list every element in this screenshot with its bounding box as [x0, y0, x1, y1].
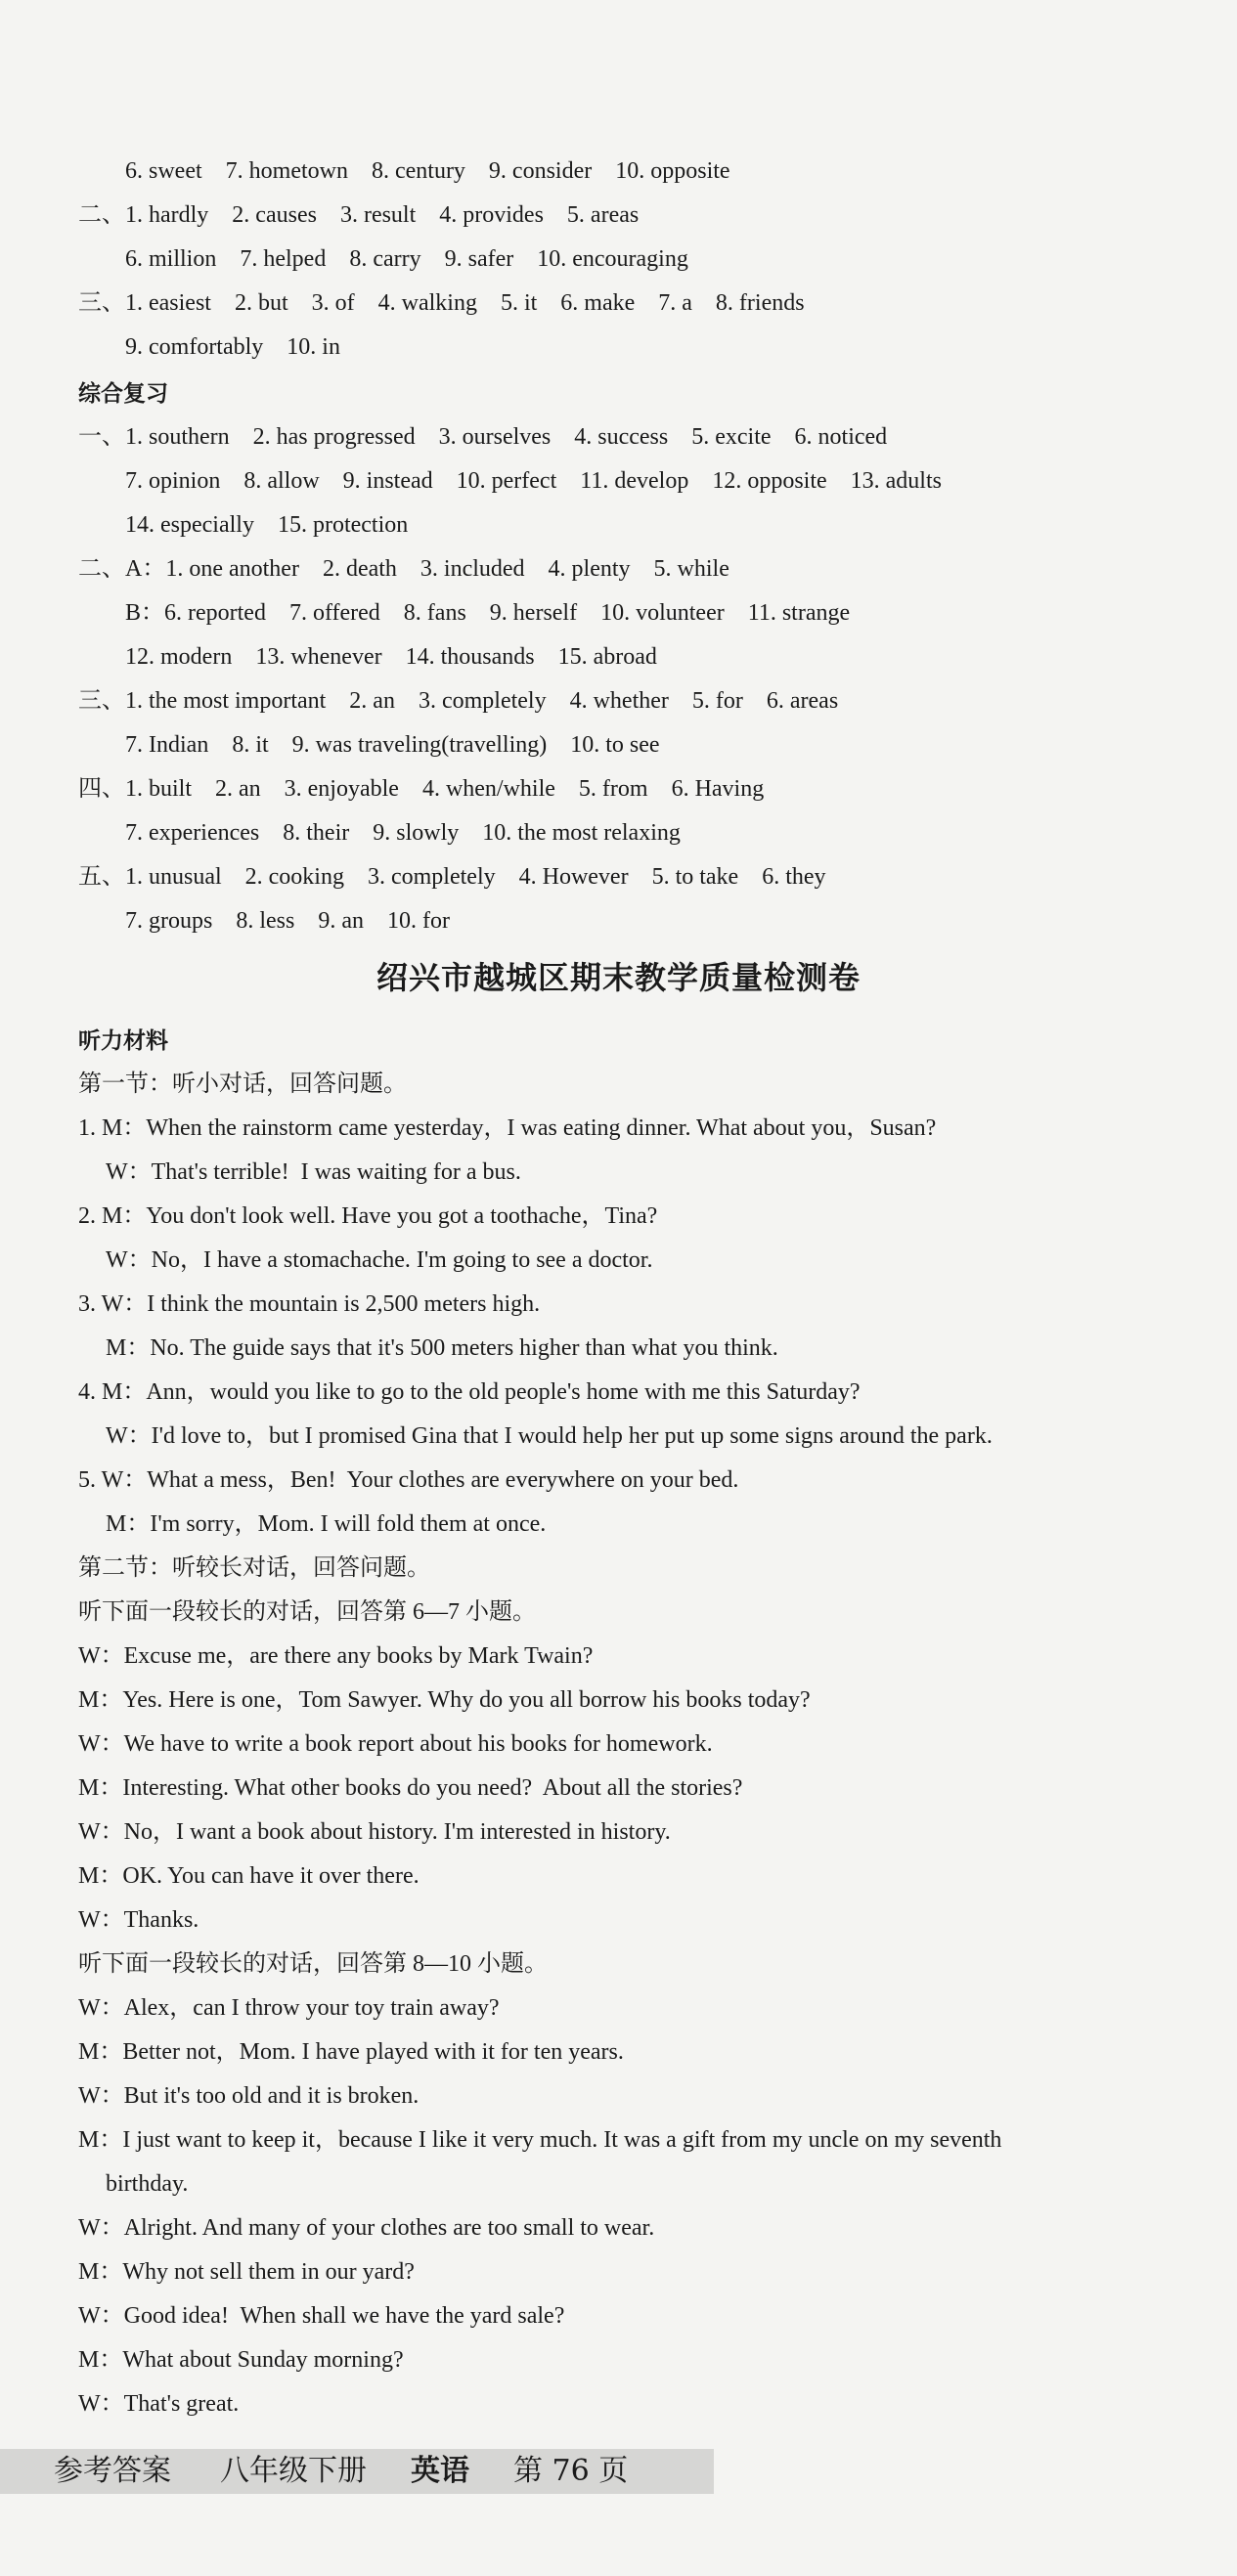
dialog-line: W：We have to write a book report about his books for homework.: [78, 1731, 713, 1757]
dialog-line: 2. M：You don't look well. Have you got a toothache，Tina?: [78, 1203, 658, 1229]
review-line: 三、1. the most important 2. an 3. completely 4. whether 5. for 6. areas: [78, 688, 839, 714]
dialog-line: M：Why not sell them in our yard?: [78, 2259, 415, 2285]
footer-grade: 八年级下册: [220, 2454, 367, 2488]
dialog-line: 4. M：Ann，would you like to go to the old people's home with me this Saturday?: [78, 1379, 861, 1405]
dialog-line: W：Good idea! When shall we have the yard sale?: [78, 2303, 565, 2329]
dialog-line: W：But it's too old and it is broken.: [78, 2083, 420, 2109]
dialog-line: W：No，I have a stomachache. I'm going to see a doctor.: [106, 1247, 653, 1273]
dialog-line: 1. M：When the rainstorm came yesterday，I was eating dinner. What about you，Susan?: [78, 1115, 937, 1141]
dialog-line: M：What about Sunday morning?: [78, 2347, 404, 2373]
answer-line: 6. sweet 7. hometown 8. century 9. consider 10. opposite: [125, 158, 730, 184]
review-line: B：6. reported 7. offered 8. fans 9. herself 10. volunteer 11. strange: [125, 600, 851, 626]
review-line: 四、1. built 2. an 3. enjoyable 4. when/while 5. from 6. Having: [78, 776, 765, 802]
dialog-line: M：Interesting. What other books do you need? About all the stories?: [78, 1775, 743, 1801]
dialog-intro: 听下面一段较长的对话，回答第 6—7 小题。: [78, 1599, 536, 1625]
answer-line: 6. million 7. helped 8. carry 9. safer 10. encouraging: [125, 246, 688, 272]
footer-label: 参考答案: [54, 2454, 171, 2488]
answer-line: 二、1. hardly 2. causes 3. result 4. provides 5. areas: [78, 202, 640, 228]
review-line: 7. groups 8. less 9. an 10. for: [125, 908, 450, 934]
dialog-line: 5. W：What a mess，Ben! Your clothes are everywhere on your bed.: [78, 1467, 739, 1493]
dialog-line: W：That's great.: [78, 2391, 240, 2417]
dialog-line: W：No，I want a book about history. I'm interested in history.: [78, 1819, 671, 1845]
review-line: 12. modern 13. whenever 14. thousands 15. abroad: [125, 644, 657, 670]
dialog-line: M：I'm sorry，Mom. I will fold them at once.: [106, 1511, 547, 1537]
dialog-line: W：I'd love to，but I promised Gina that I would help her put up some signs around the park.: [106, 1423, 993, 1449]
section-heading: 第一节：听小对话，回答问题。: [78, 1071, 407, 1097]
footer-subject: 英语: [411, 2454, 469, 2488]
listening-heading: 听力材料: [78, 1028, 168, 1054]
dialog-line: W：Alright. And many of your clothes are too small to wear.: [78, 2215, 655, 2241]
dialog-line: M：OK. You can have it over there.: [78, 1863, 420, 1889]
answer-line: 9. comfortably 10. in: [125, 334, 340, 360]
dialog-line: W：Excuse me，are there any books by Mark Twain?: [78, 1643, 594, 1669]
page-footer: [0, 2449, 714, 2494]
dialog-line: M：No. The guide says that it's 500 meters higher than what you think.: [106, 1335, 778, 1361]
dialog-intro: 听下面一段较长的对话，回答第 8—10 小题。: [78, 1951, 548, 1977]
answer-line: 三、1. easiest 2. but 3. of 4. walking 5. it 6. make 7. a 8. friends: [78, 290, 805, 316]
review-line: 7. opinion 8. allow 9. instead 10. perfect 11. develop 12. opposite 13. adults: [125, 468, 942, 494]
review-line: 一、1. southern 2. has progressed 3. ourselves 4. success 5. excite 6. noticed: [78, 424, 888, 450]
review-line: 7. Indian 8. it 9. was traveling(travelling) 10. to see: [125, 732, 660, 758]
dialog-line: W：That's terrible! I was waiting for a bus.: [106, 1159, 521, 1185]
dialog-line: M：Yes. Here is one，Tom Sawyer. Why do you all borrow his books today?: [78, 1687, 811, 1713]
review-line: 五、1. unusual 2. cooking 3. completely 4. However 5. to take 6. they: [78, 864, 826, 890]
review-line: 14. especially 15. protection: [125, 512, 409, 538]
dialog-line: birthday.: [106, 2171, 189, 2197]
dialog-line: M：Better not，Mom. I have played with it for ten years.: [78, 2039, 624, 2065]
dialog-line: 3. W：I think the mountain is 2,500 meters high.: [78, 1291, 541, 1317]
footer-page-number: 第 76 页: [513, 2454, 629, 2488]
exam-title: 绍兴市越城区期末教学质量检测卷: [376, 959, 861, 996]
section-heading: 第二节：听较长对话，回答问题。: [78, 1555, 430, 1581]
review-line: 二、A：1. one another 2. death 3. included 4. plenty 5. while: [78, 556, 729, 582]
review-line: 7. experiences 8. their 9. slowly 10. the most relaxing: [125, 820, 681, 846]
dialog-line: W：Alex，can I throw your toy train away?: [78, 1995, 500, 2021]
dialog-line: W：Thanks.: [78, 1907, 199, 1933]
review-heading: 综合复习: [78, 381, 168, 407]
dialog-line: M：I just want to keep it，because I like it very much. It was a gift from my uncle on my seventh: [78, 2127, 1002, 2153]
